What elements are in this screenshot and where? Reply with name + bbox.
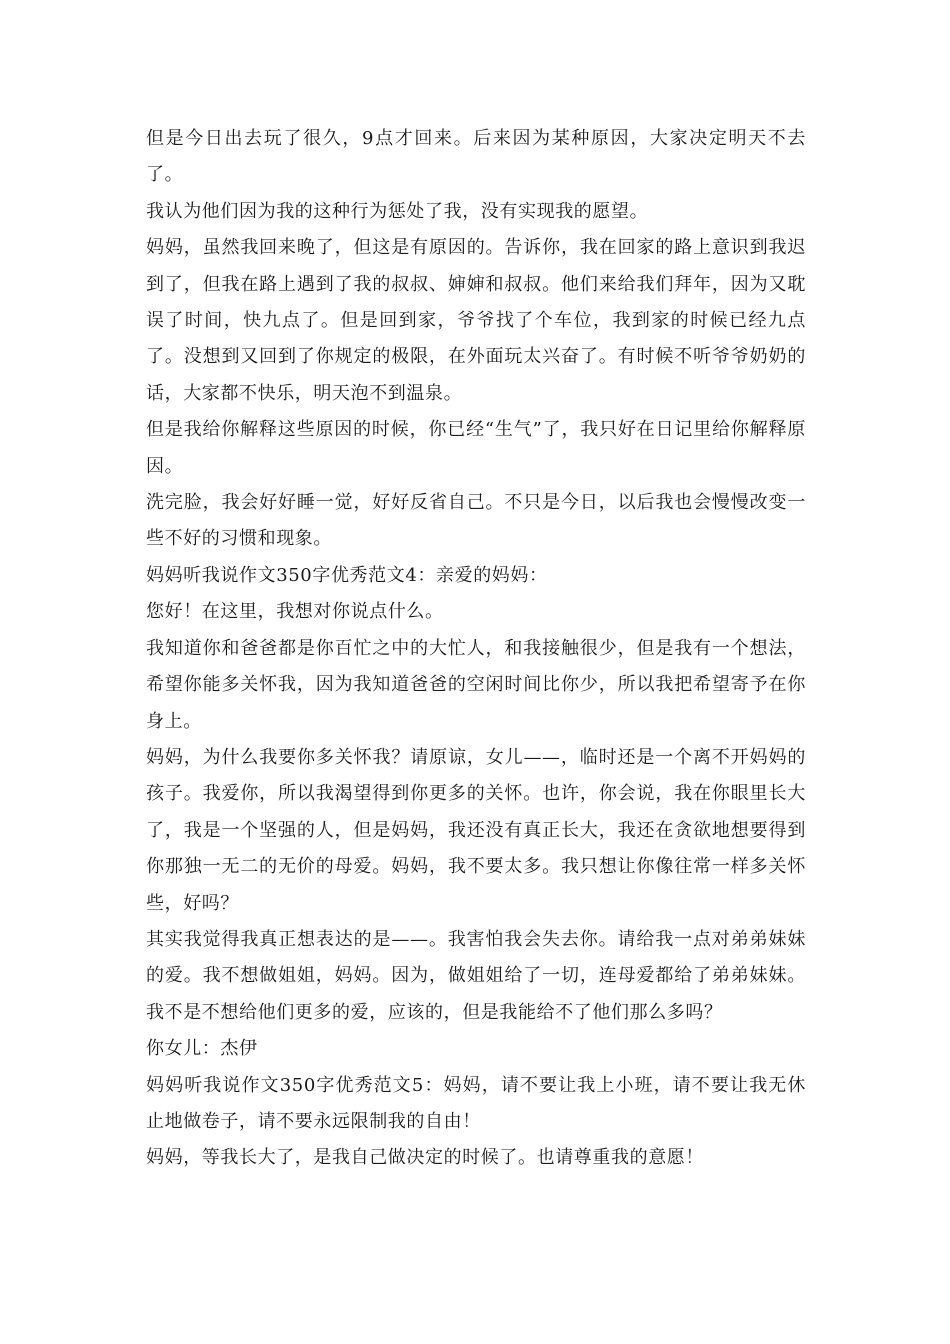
essay-heading-5: 妈妈听我说作文350字优秀范文5：妈妈，请不要让我上小班，请不要让我无休止地做卷子，请不要永远限制我的自由！ [146, 1074, 806, 1132]
paragraph-3: 妈妈，虽然我回来晚了，但这是有原因的。告诉你，我在回家的路上意识到我迟到了，但我在路上遇到了我的叔叔、婶婶和叔叔。他们来给我们拜年，因为又耽误了时间，快九点了。但是回到家，爷爷找了个车位，我到家的时候已经九点了。没想到又回到了你规定的极限，在外面玩太兴奋了。有时候不听爷爷奶奶的话，大家都不快乐，明天泡不到温泉。 [146, 237, 806, 404]
paragraph-13: 妈妈，等我长大了，是我自己做决定的时候了。也请尊重我的意愿！ [146, 1147, 704, 1169]
paragraph-5: 洗完脸，我会好好睡一觉，好好反省自己。不只是今日，以后我也会慢慢改变一些不好的习惯和现象。 [146, 492, 806, 550]
paragraph-2: 我认为他们因为我的这种行为惩处了我，没有实现我的愿望。 [146, 200, 649, 222]
paragraph-1: 但是今日出去玩了很久，9点才回来。后来因为某种原因，大家决定明天不去了。 [146, 128, 806, 186]
paragraph-4: 但是我给你解释这些原因的时候，你已经“生气”了，我只好在日记里给你解释原因。 [146, 419, 806, 477]
signature-line: 你女儿：杰伊 [146, 1038, 258, 1060]
paragraph-9: 妈妈，为什么我要你多关怀我？请原谅，女儿——，临时还是一个离不开妈妈的孩子。我爱你，所以我渴望得到你更多的关怀。也许，你会说，我在你眼里长大了，我是一个坚强的人，但是妈妈，我还没有真正长大，我还在贪欲地想要得到你那独一无二的无价的母爱。妈妈，我不要太多。我只想让你像往常一样多关怀些，好吗？ [146, 746, 806, 914]
paragraph-8: 我知道你和爸爸都是你百忙之中的大忙人，和我接触很少，但是我有一个想法，希望你能多关怀我，因为我知道爸爸的空闲时间比你少，所以我把希望寄予在你身上。 [146, 637, 806, 732]
essay-heading-4: 妈妈听我说作文350字优秀范文4：亲爱的妈妈： [146, 564, 548, 586]
greeting: 您好！在这里，我想对你说点什么。 [146, 601, 444, 623]
paragraph-10: 其实我觉得我真正想表达的是——。我害怕我会失去你。请给我一点对弟弟妹妹的爱。我不想做姐姐，妈妈。因为，做姐姐给了一切，连母爱都给了弟弟妹妹。我不是不想给他们更多的爱，应该的，但是我能给不了他们那么多吗？ [146, 928, 806, 1023]
document-body [146, 121, 806, 1177]
